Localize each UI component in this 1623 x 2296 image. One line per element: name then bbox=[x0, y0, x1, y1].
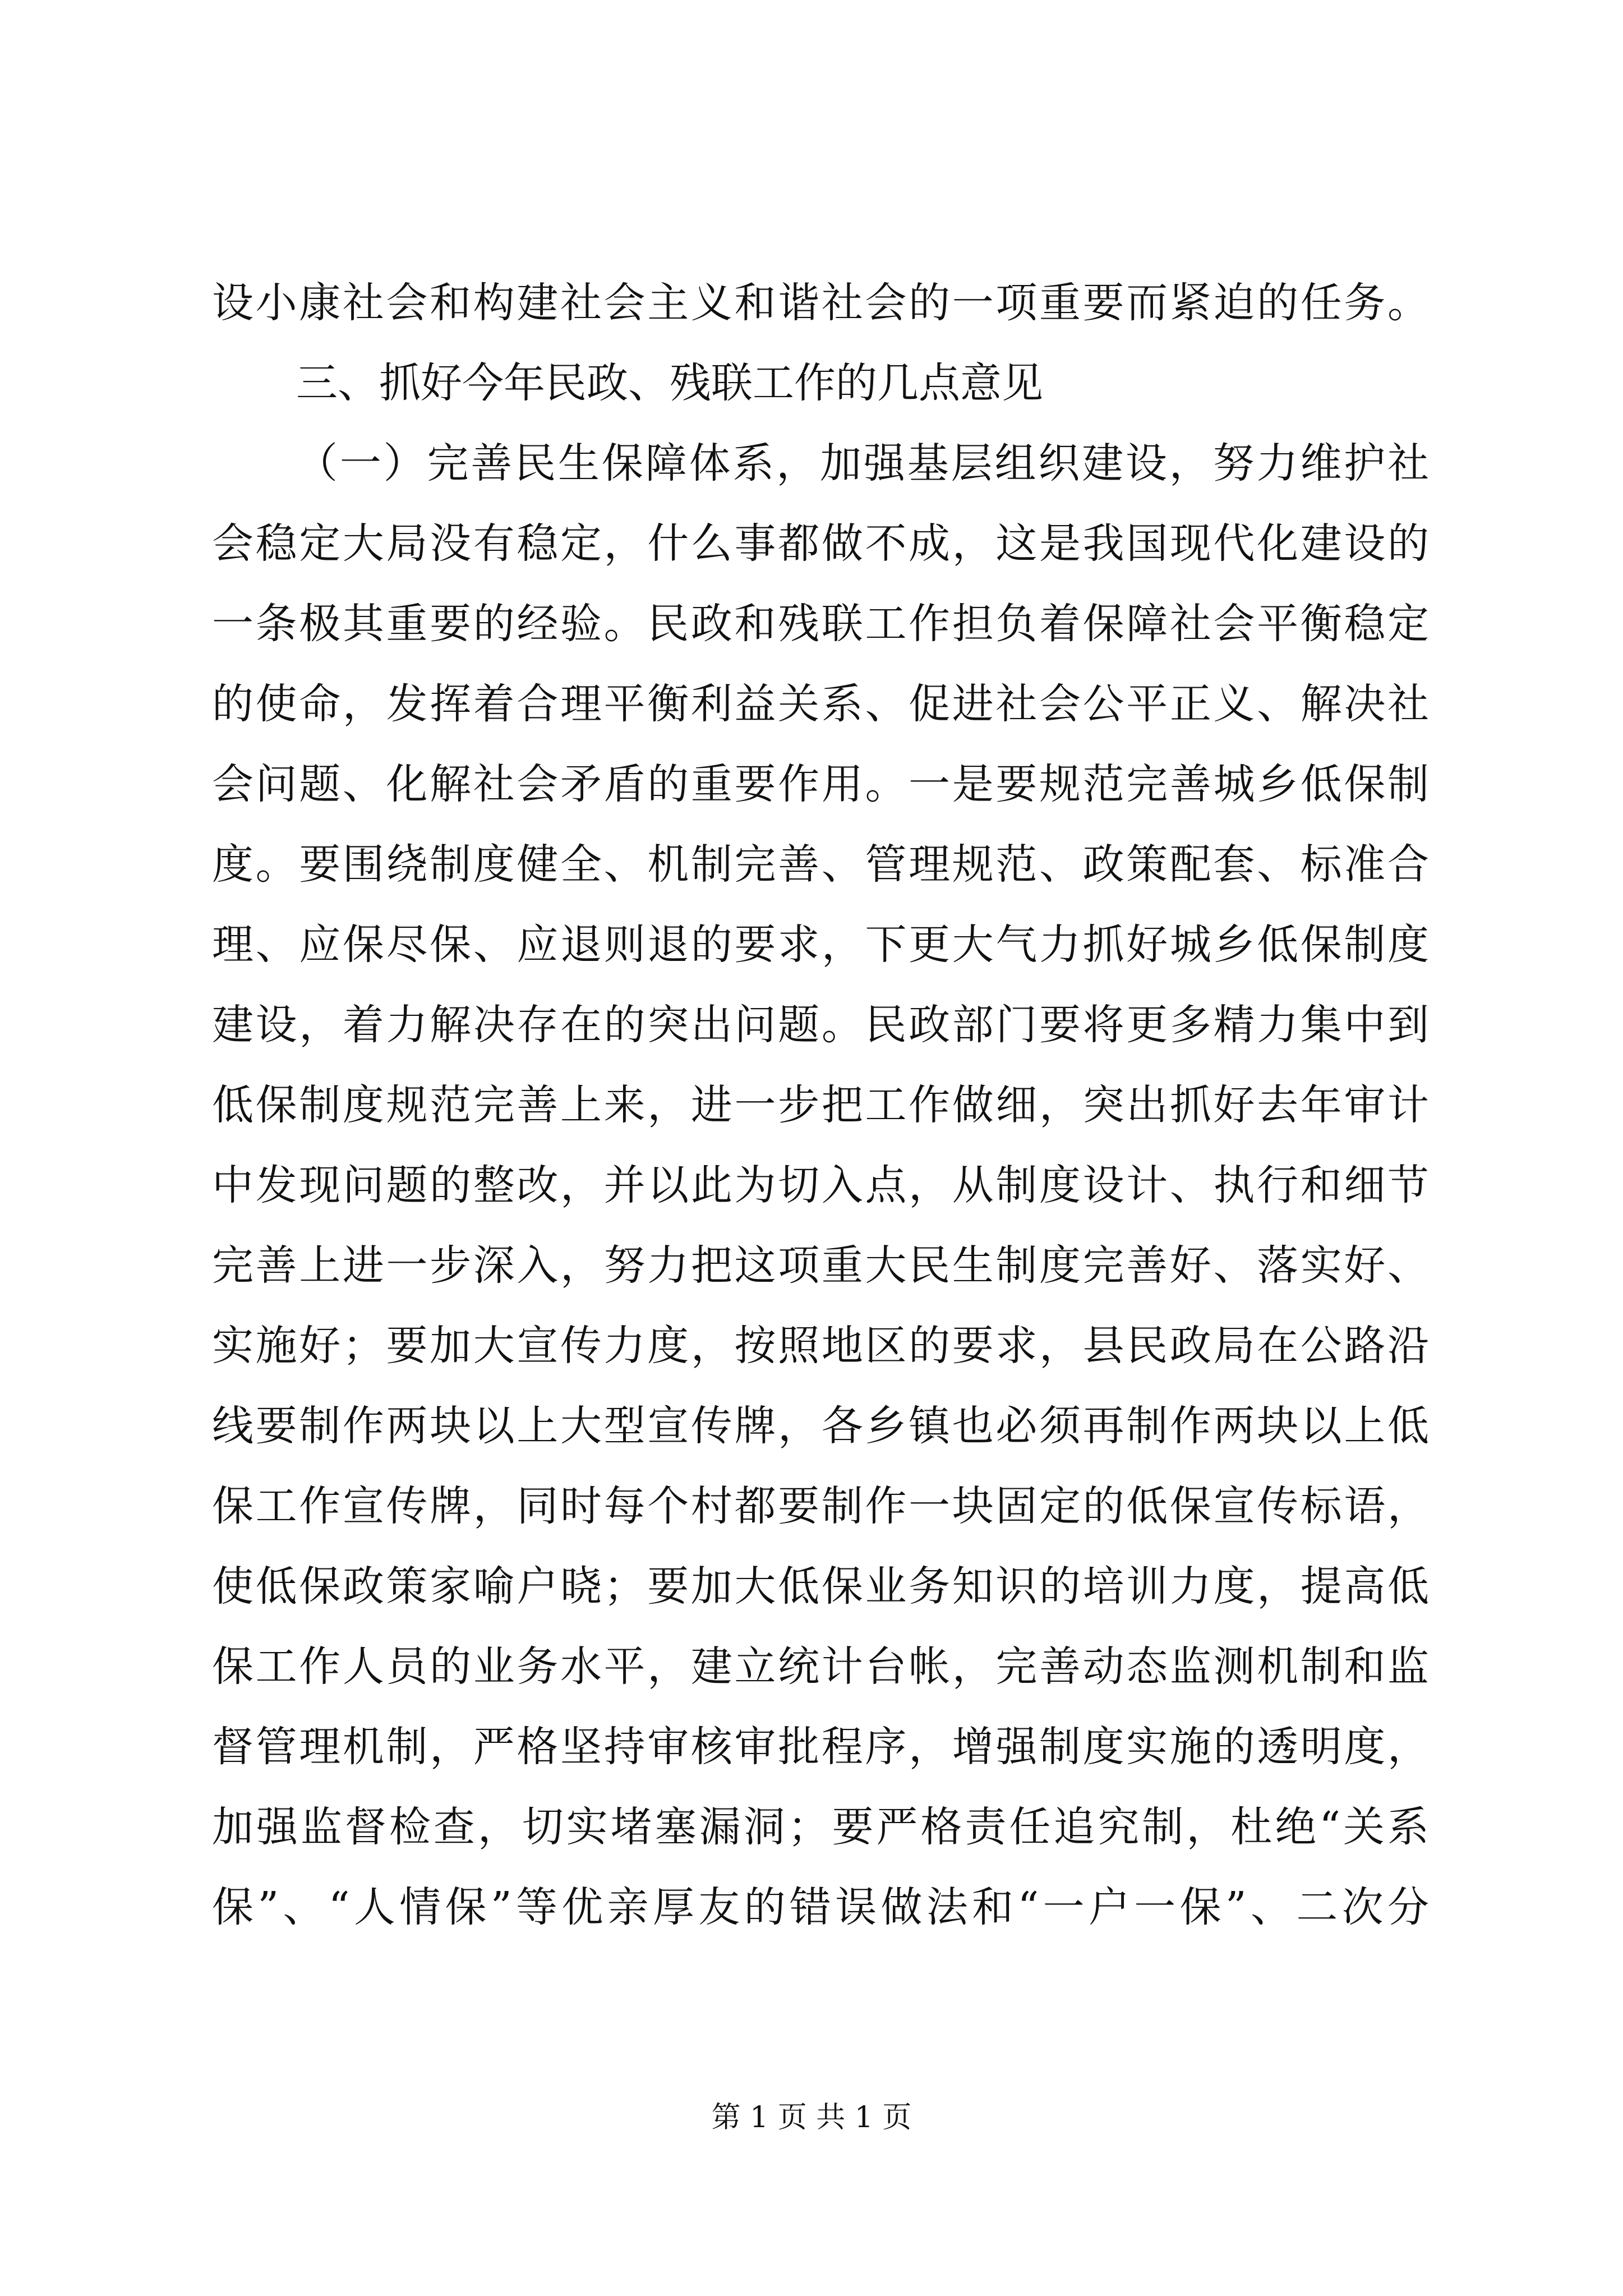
text-line-4: 会稳定大局没有稳定，什么事都做不成，这是我国现代化建设的 bbox=[212, 519, 1429, 568]
text-line-18: 保工作人员的业务水平，建立统计台帐，完善动态监测机制和监 bbox=[212, 1642, 1429, 1691]
text-line-12: 中发现问题的整改，并以此为切入点，从制度设计、执行和细节 bbox=[212, 1161, 1429, 1209]
text-line-19: 督管理机制，严格坚持审核审批程序，增强制度实施的透明度， bbox=[212, 1723, 1429, 1771]
text-line-10: 建设，着力解决存在的突出问题。民政部门要将更多精力集中到 bbox=[212, 1001, 1429, 1049]
text-line-11: 低保制度规范完善上来，进一步把工作做细，突出抓好去年审计 bbox=[212, 1081, 1429, 1129]
text-line-21: 保”、“人情保”等优亲厚友的错误做法和“一户一保”、二次分 bbox=[212, 1883, 1429, 1931]
text-line-1: 设小康社会和构建社会主义和谐社会的一项重要而紧迫的任务。 bbox=[212, 279, 1429, 327]
text-line-16: 保工作宣传牌，同时每个村都要制作一块固定的低保宣传标语， bbox=[212, 1482, 1429, 1530]
text-line-17: 使低保政策家喻户晓；要加大低保业务知识的培训力度，提高低 bbox=[212, 1562, 1429, 1611]
page-footer: 第 1 页 共 1 页 bbox=[711, 2101, 912, 2134]
text-line-3: （一）完善民生保障体系，加强基层组织建设，努力维护社 bbox=[296, 439, 1429, 487]
text-line-20: 加强监督检查，切实堵塞漏洞；要严格责任追究制，杜绝“关系 bbox=[212, 1803, 1429, 1851]
text-line-7: 会问题、化解社会矛盾的重要作用。一是要规范完善城乡低保制 bbox=[212, 760, 1429, 808]
text-line-13: 完善上进一步深入，努力把这项重大民生制度完善好、落实好、 bbox=[212, 1241, 1429, 1290]
text-line-8: 度。要围绕制度健全、机制完善、管理规范、政策配套、标准合 bbox=[212, 840, 1429, 889]
text-line-5: 一条极其重要的经验。民政和残联工作担负着保障社会平衡稳定 bbox=[212, 600, 1429, 648]
text-line-15: 线要制作两块以上大型宣传牌，各乡镇也必须再制作两块以上低 bbox=[212, 1402, 1429, 1450]
section-heading: 三、抓好今年民政、残联工作的几点意见 bbox=[296, 359, 1043, 407]
text-line-14: 实施好；要加大宣传力度，按照地区的要求，县民政局在公路沿 bbox=[212, 1322, 1429, 1370]
text-line-6: 的使命，发挥着合理平衡利益关系、促进社会公平正义、解决社 bbox=[212, 680, 1429, 728]
text-line-9: 理、应保尽保、应退则退的要求，下更大气力抓好城乡低保制度 bbox=[212, 921, 1429, 969]
